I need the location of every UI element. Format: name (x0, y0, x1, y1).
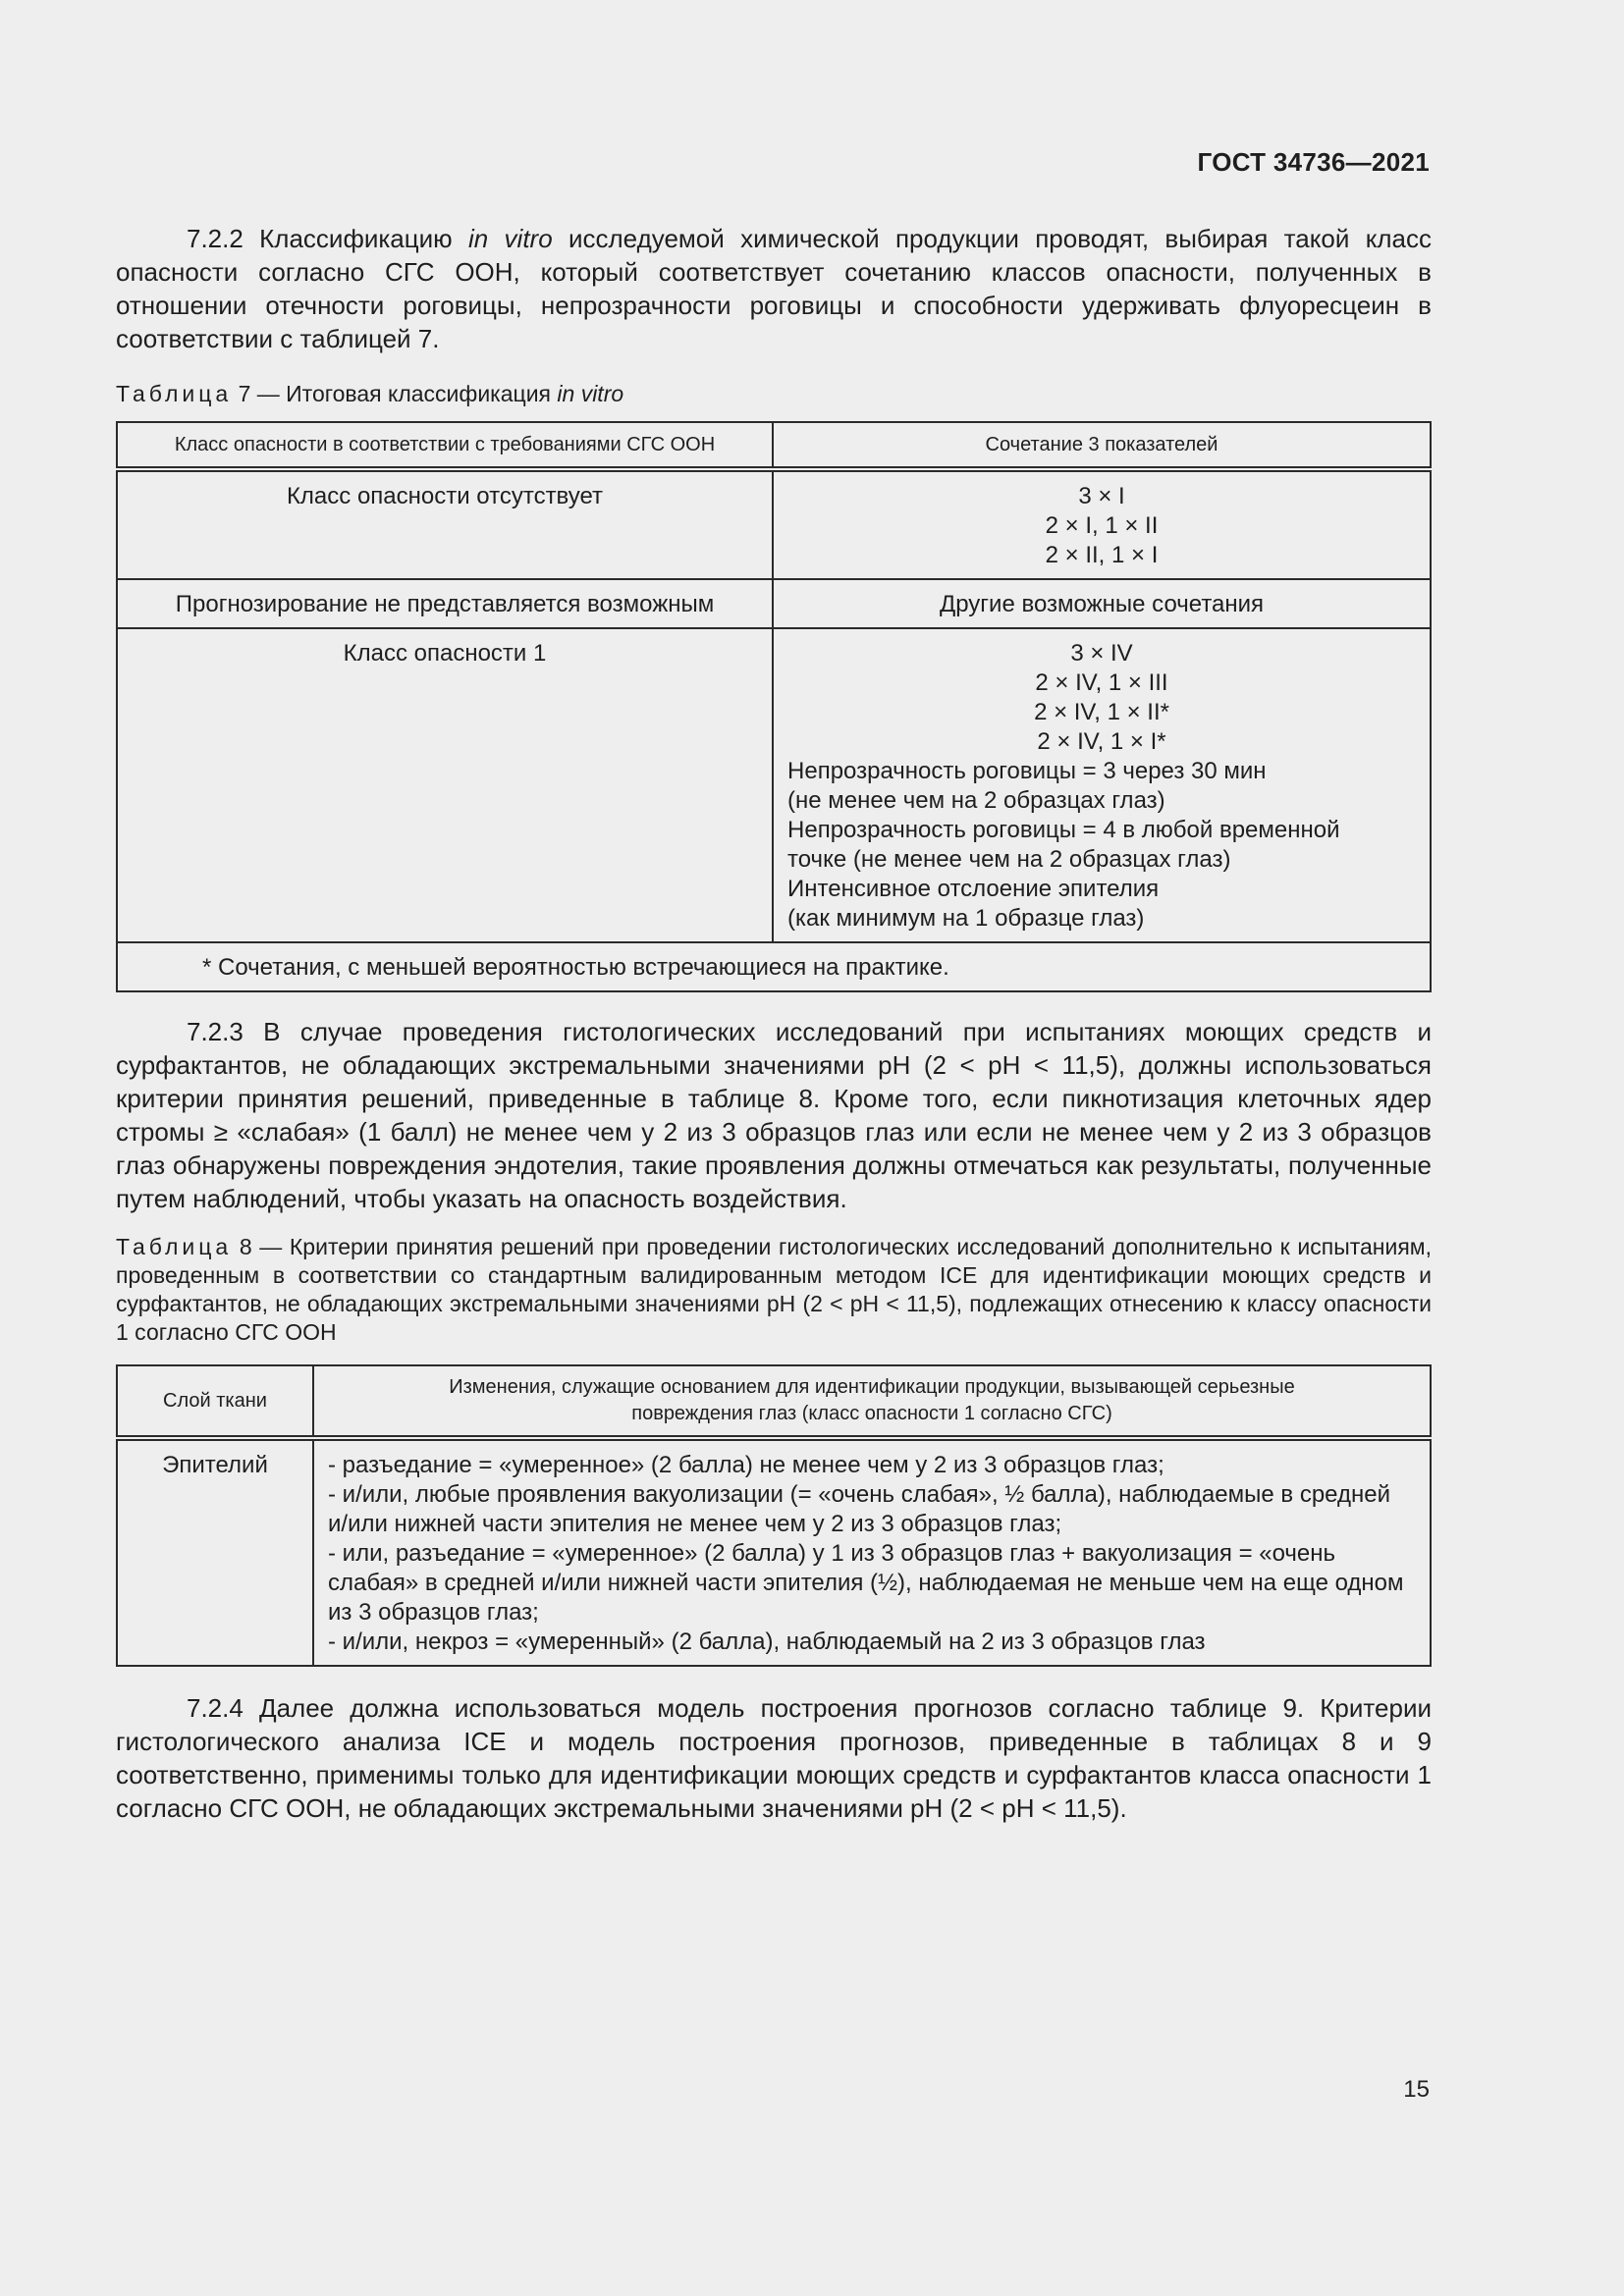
table-row (117, 579, 1431, 628)
paragraph-7-2-2 (116, 222, 1432, 355)
tissue-layer-cell: Эпителий (117, 1438, 313, 1666)
combination-cell (773, 628, 1431, 942)
criterion-line: (как минимум на 1 образце глаз) (787, 905, 1145, 932)
hazard-class-cell: Класс опасности 1 (117, 628, 773, 942)
page-number: 15 (1403, 2076, 1430, 2103)
table-8-col1-header: Слой ткани (117, 1365, 313, 1438)
criteria-cell (313, 1438, 1431, 1666)
criterion-item: - или, разъедание = «умеренное» (2 балла) у 1 из 3 образцов глаз + вакуолизация = «очень слабая» в средней и/или нижней части эпителия (½), наблюдаемая не меньше чем на еще одном из 3 образцов глаз; (328, 1540, 1404, 1626)
criterion-item: - разъедание = «умеренное» (2 балла) не менее чем у 2 из 3 образцов глаз; (328, 1452, 1164, 1478)
table-row (117, 628, 1431, 942)
table-7 (116, 421, 1432, 992)
paragraph-7-2-2-start: 7.2.2 Классификацию (187, 224, 468, 253)
combination-line: 2 × IV, 1 × III (1035, 669, 1168, 696)
criterion-line: точке (не менее чем на 2 образцах глаз) (787, 846, 1231, 873)
hazard-class-cell: Класс опасности отсутствует (117, 469, 773, 579)
combination-line: 2 × IV, 1 × I* (1037, 728, 1166, 755)
table-8-col2-header-line: повреждения глаз (класс опасности 1 согласно СГС) (631, 1403, 1112, 1424)
table-8-col2-header (313, 1365, 1431, 1438)
criterion-line: Непрозрачность роговицы = 3 через 30 мин (787, 758, 1267, 784)
paragraph-7-2-3: 7.2.3 В случае проведения гистологических исследований при испытаниях моющих средств и сурфактантов, не обладающих экстремальными значениями pH (2 < pH < 11,5), должны использоваться критерии принятия решений, приведенные в таблице 8. Кроме того, если пикнотизация клеточных ядер стромы ≥ «слабая» (1 балл) не менее чем у 2 из 3 образцов глаз или если не менее чем у 2 из 3 образцов глаз обнаружены повреждения эндотелия, такие проявления должны отмечаться как результаты, полученные путем наблюдений, чтобы указать на опасность воздействия. (116, 1017, 1432, 1213)
combination-cell (773, 579, 1431, 628)
document-header: ГОСТ 34736—2021 (1197, 147, 1430, 177)
table-7-header-row (117, 422, 1431, 469)
paragraph-7-2-2-end: исследуемой химической продукции проводят, выбирая такой класс опасности согласно СГС ООН, который соответствует сочетанию классов опасности, полученных в отношении отечности роговицы, непрозрачности роговицы и способности удерживать флуоресцеин в соответствии с таблицей 7. (116, 224, 1432, 353)
criterion-line: (не менее чем на 2 образцах глаз) (787, 787, 1165, 814)
table-7-caption (116, 380, 1432, 408)
combination-line: 2 × II, 1 × I (1045, 542, 1159, 568)
combination-line: 2 × IV, 1 × II* (1034, 699, 1169, 725)
criterion-item: - и/или, некроз = «умеренный» (2 балла), наблюдаемый на 2 из 3 образцов глаз (328, 1629, 1206, 1655)
criterion-line: Непрозрачность роговицы = 4 в любой временной (787, 817, 1340, 843)
table-7-footnote: * Сочетания, с меньшей вероятностью встречающиеся на практике. (117, 942, 1431, 991)
table-7-col1-header: Класс опасности в соответствии с требованиями СГС ООН (117, 422, 773, 469)
table-7-caption-text: 7 — Итоговая классификация (232, 381, 558, 406)
criterion-line: Интенсивное отслоение эпителия (787, 876, 1160, 902)
table-8-caption-text: 8 — Критерии принятия решений при проведении гистологических исследований дополнительно к испытаниям, проведенным в соответствии со стандартным валидированным методом ICE для идентификации моющих средств и сурфактантов, не обладающих экстремальными значениями pH (2 < pH < 11,5), подлежащих отнесению к классу опасности 1 согласно СГС ООН (116, 1234, 1432, 1345)
combination-line: 3 × I (1078, 483, 1125, 509)
table-8-caption (116, 1233, 1432, 1347)
table-8-caption-word: Таблица (116, 1234, 233, 1259)
table-8-col2-header-line: Изменения, служащие основанием для идентификации продукции, вызывающей серьезные (449, 1376, 1295, 1398)
table-7-caption-italic: in vitro (557, 381, 624, 406)
table-7-caption-word: Таблица (116, 381, 233, 406)
table-row (117, 1438, 1431, 1666)
table-8-header-row (117, 1365, 1431, 1438)
table-7-footnote-row (117, 942, 1431, 991)
combination-line: 3 × IV (1070, 640, 1133, 667)
paragraph-7-2-4: 7.2.4 Далее должна использоваться модель построения прогнозов согласно таблице 9. Критерии гистологического анализа ICE и модель построения прогнозов, приведенные в таблицах 8 и 9 соответственно, применимы только для идентификации моющих средств и сурфактантов класса опасности 1 согласно СГС ООН, не обладающих экстремальными значениями pH (2 < pH < 11,5). (116, 1693, 1432, 1823)
table-7-col2-header: Сочетание 3 показателей (773, 422, 1431, 469)
combination-line: 2 × I, 1 × II (1045, 512, 1159, 539)
hazard-class-cell: Прогнозирование не представляется возможным (117, 579, 773, 628)
paragraph-7-2-2-italic: in vitro (468, 224, 553, 253)
criterion-item: - и/или, любые проявления вакуолизации (= «очень слабая», ½ балла), наблюдаемые в средней и/или нижней части эпителия не менее чем у 2 из 3 образцов глаз; (328, 1481, 1390, 1537)
combination-cell (773, 469, 1431, 579)
table-8 (116, 1364, 1432, 1667)
combination-line: Другие возможные сочетания (939, 591, 1265, 617)
table-row (117, 469, 1431, 579)
